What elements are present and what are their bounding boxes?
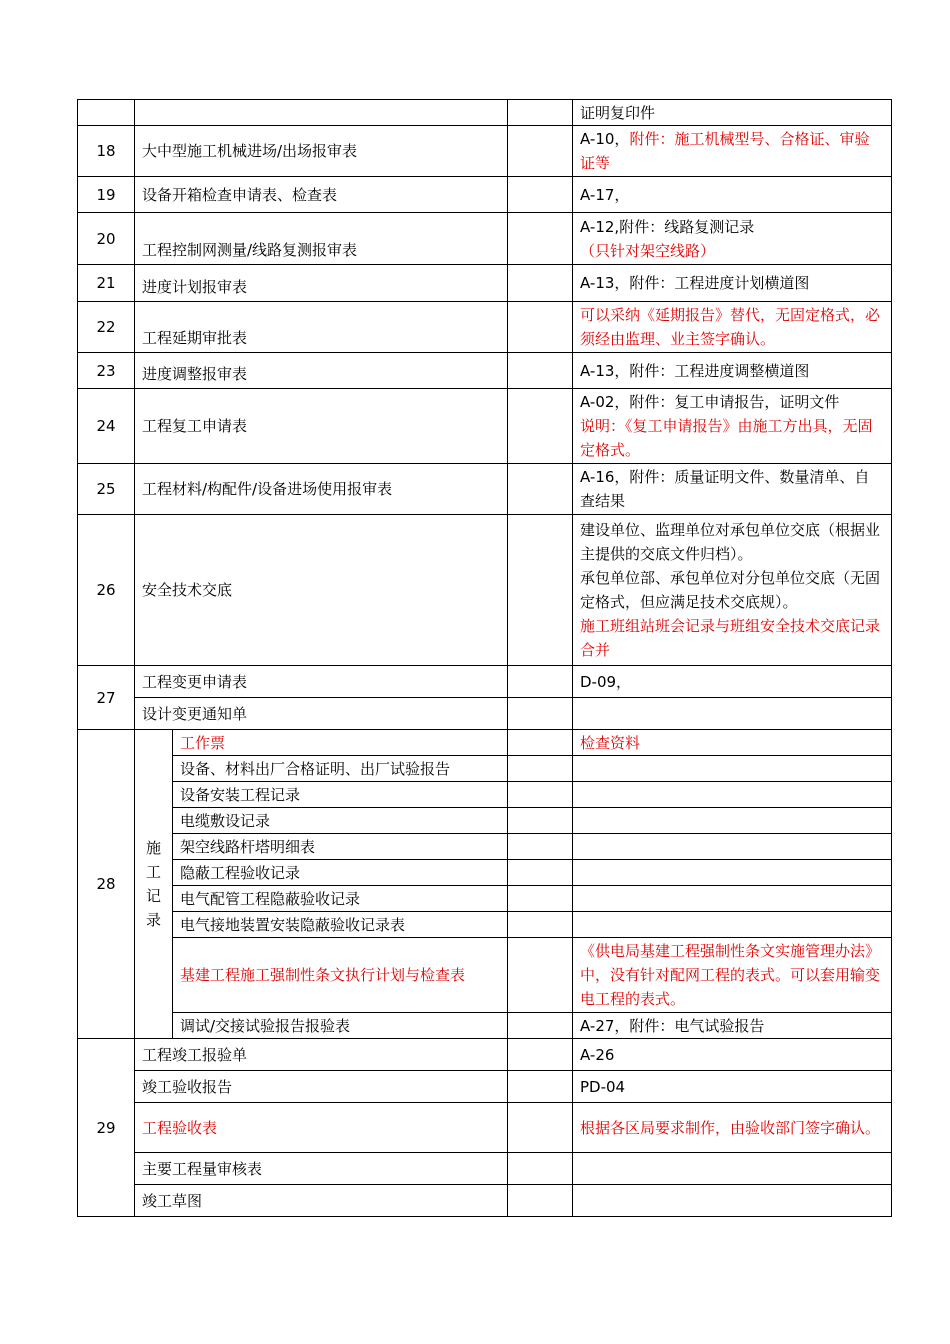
table-row [78,756,892,782]
table-row [78,100,892,126]
item-name: 调试/交接试验报告报验表 [173,1013,508,1039]
table-row [78,860,892,886]
row-number: 24 [78,389,135,464]
table-row [78,834,892,860]
item-name: 工程竣工报验单 [135,1039,508,1071]
item-name: 工作票 [173,730,508,756]
note-cell [573,860,892,886]
item-name: 工程复工申请表 [135,389,508,464]
note-cell [573,808,892,834]
table-row [78,464,892,515]
item-name: 电气接地装置安装隐蔽验收记录表 [173,912,508,938]
row-number: 19 [78,177,135,213]
item-name: 竣工验收报告 [135,1071,508,1103]
table-row [78,782,892,808]
row-number: 22 [78,302,135,353]
table-row [78,730,892,756]
table-row [78,389,892,464]
table-row [78,666,892,698]
note-cell [573,1153,892,1185]
table-row [78,1103,892,1153]
note-cell [573,886,892,912]
item-name: 架空线路杆塔明细表 [173,834,508,860]
item-name: 工程延期审批表 [135,302,508,353]
item-name: 设备、材料出厂合格证明、出厂试验报告 [173,756,508,782]
table-row [78,1185,892,1217]
table-row [78,515,892,666]
item-name: 设备安装工程记录 [173,782,508,808]
note-cell: A-17， [573,177,892,213]
row-number: 20 [78,213,135,265]
item-name: 工程变更申请表 [135,666,508,698]
row-number: 26 [78,515,135,666]
note-cell: PD-04 [573,1071,892,1103]
note-cell: 《供电局基建工程强制性条文实施管理办法》中，没有针对配网工程的表式。可以套用输变电工程的表式。 [573,938,892,1013]
note-cell: 检查资料 [573,730,892,756]
row-number: 18 [78,126,135,177]
table-row [78,808,892,834]
note-cell [573,782,892,808]
table-row [78,265,892,302]
item-name: 电气配管工程隐蔽验收记录 [173,886,508,912]
note-cell: D-09， [573,666,892,698]
note-cell: 建设单位、监理单位对承包单位交底（根据业主提供的交底文件归档）。 承包单位部、承包单位对分包单位交底（无固定格式，但应满足技术交底规）。 施工班组站班会记录与班组安全技术交底记录合并 [573,515,892,666]
item-name: 竣工草图 [135,1185,508,1217]
table-row [78,1071,892,1103]
group-label: 施 工 记 录 [135,730,173,1039]
note-cell [573,912,892,938]
row-number: 27 [78,666,135,730]
note-cell: A-10，附件：施工机械型号、合格证、审验证等 [573,126,892,177]
item-name: 设备开箱检查申请表、检查表 [135,177,508,213]
note-cell: A-13，附件：工程进度调整横道图 [573,353,892,389]
item-name: 工程材料/构配件/设备进场使用报审表 [135,464,508,515]
note-cell: A-26 [573,1039,892,1071]
table-row [78,698,892,730]
table-row [78,1013,892,1039]
item-name: 基建工程施工强制性条文执行计划与检查表 [173,938,508,1013]
row-number: 21 [78,265,135,302]
note-cell [573,834,892,860]
item-name: 隐蔽工程验收记录 [173,860,508,886]
item-name: 大中型施工机械进场/出场报审表 [135,126,508,177]
table-row [78,886,892,912]
note-cell: 根据各区局要求制作，由验收部门签字确认。 [573,1103,892,1153]
note-cell: 证明复印件 [573,100,892,126]
item-name: 设计变更通知单 [135,698,508,730]
note-cell: A-16，附件：质量证明文件、数量清单、自查结果 [573,464,892,515]
table-row [78,302,892,353]
records-table [77,99,892,1217]
item-name: 主要工程量审核表 [135,1153,508,1185]
table-row [78,177,892,213]
item-name: 工程控制网测量/线路复测报审表 [135,213,508,265]
table-row [78,126,892,177]
note-cell: A-13，附件：工程进度计划横道图 [573,265,892,302]
note-cell: A-27，附件：电气试验报告 [573,1013,892,1039]
item-name: 进度调整报审表 [135,353,508,389]
table-row [78,938,892,1013]
row-number: 29 [78,1039,135,1217]
row-number: 28 [78,730,135,1039]
item-name: 进度计划报审表 [135,265,508,302]
note-cell: A-02，附件：复工申请报告，证明文件 说明：《复工申请报告》由施工方出具，无固定格式。 [573,389,892,464]
note-cell: 可以采纳《延期报告》替代，无固定格式，必须经由监理、业主签字确认。 [573,302,892,353]
item-name: 电缆敷设记录 [173,808,508,834]
table-row [78,213,892,265]
note-cell: A-12,附件：线路复测记录（只针对架空线路） [573,213,892,265]
table-row [78,1039,892,1071]
row-number: 25 [78,464,135,515]
table-row [78,353,892,389]
note-cell [573,1185,892,1217]
item-name: 工程验收表 [135,1103,508,1153]
table-row [78,912,892,938]
item-name: 安全技术交底 [135,515,508,666]
table-row [78,1153,892,1185]
note-cell [573,756,892,782]
row-number: 23 [78,353,135,389]
